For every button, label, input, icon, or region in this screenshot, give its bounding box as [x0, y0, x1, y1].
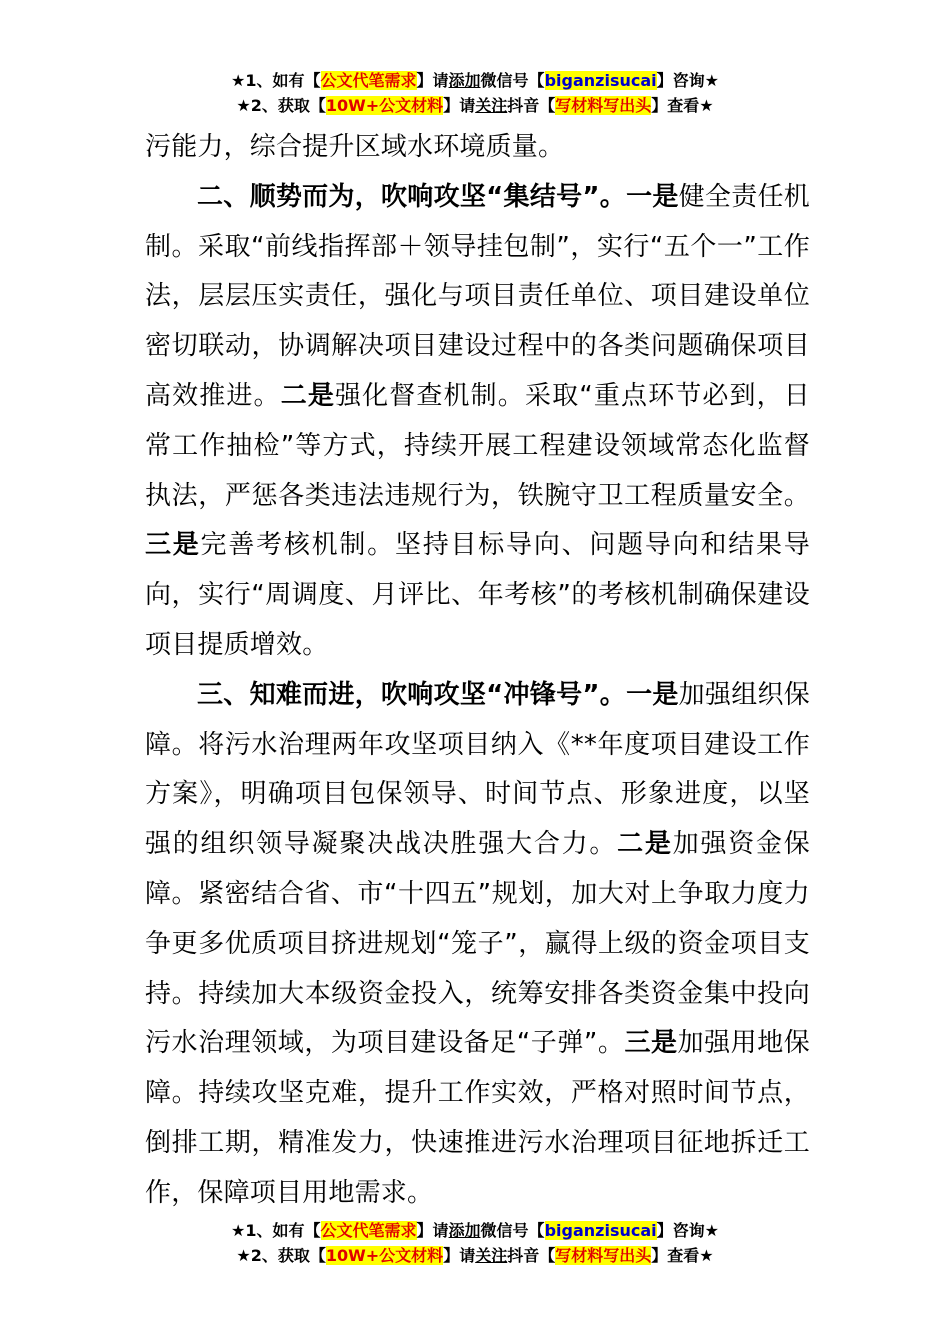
banner-text: 】请 — [416, 1221, 449, 1240]
banner-text: 抖音【 — [507, 96, 556, 115]
banner-underline-add: 添加 — [448, 1221, 481, 1240]
banner-highlight-service: 公文代笔需求 — [320, 71, 417, 90]
item-text: 加强资金保障。紧密结合省、市“十四五”规划，加大对上争取力度力争更多优质项目挤进规划“笼子”，赢得上级的资金项目支持。持续加大本级资金投入，统筹安排各类资金集中投向污水治理领域，为项目建设备足“子弹”。 — [145, 829, 810, 1059]
paragraph-section-2 — [145, 173, 810, 671]
section-heading: 二、顺势而为，吹响攻坚“集结号”。 — [197, 181, 627, 212]
paragraph-continuation — [145, 123, 810, 173]
item-marker: 三是 — [145, 530, 201, 561]
banner-underline-add: 添加 — [448, 71, 481, 90]
banner-douyin-account[interactable]: 写材料写出头 — [555, 1246, 652, 1265]
bottom-banner — [0, 1218, 950, 1268]
section-heading: 三、知难而进，吹响攻坚“冲锋号”。 — [197, 679, 627, 710]
banner-text: 微信号【 — [480, 1221, 545, 1240]
banner-highlight-materials: 10W+公文材料 — [325, 96, 444, 115]
banner-line-2 — [0, 93, 950, 118]
banner-text: ★2、获取【 — [236, 1246, 326, 1265]
item-text: 健全责任机制。采取“前线指挥部＋领导挂包制”，实行“五个一”工作法，层层压实责任，强化与项目责任单位、项目建设单位密切联动，协调解决项目建设过程中的各类问题确保项目高效推进。 — [145, 181, 810, 411]
banner-text: ★2、获取【 — [236, 96, 326, 115]
item-text: 强化督查机制。采取“重点环节必到，日常工作抽检”等方式，持续开展工程建设领域常态化监督执法，严惩各类违法违规行为，铁腕守卫工程质量安全。 — [145, 380, 810, 511]
banner-text: ★1、如有【 — [231, 71, 321, 90]
top-banner — [0, 68, 950, 118]
paragraph-text: 污能力，综合提升区域水环境质量。 — [145, 132, 565, 162]
banner-text: 】咨询★ — [656, 1221, 719, 1240]
banner-text: 】请 — [443, 1246, 476, 1265]
banner-highlight-service: 公文代笔需求 — [320, 1221, 417, 1240]
banner-text: 】请 — [416, 71, 449, 90]
document-body — [145, 123, 810, 1219]
banner-wechat-id[interactable]: biganzisucai — [544, 1221, 657, 1240]
banner-underline-follow: 关注 — [475, 1246, 508, 1265]
banner-douyin-account[interactable]: 写材料写出头 — [555, 96, 652, 115]
banner-line-1 — [0, 68, 950, 93]
banner-underline-follow: 关注 — [475, 96, 508, 115]
banner-line-2 — [0, 1243, 950, 1268]
item-marker: 三是 — [624, 1028, 678, 1059]
banner-highlight-materials: 10W+公文材料 — [325, 1246, 444, 1265]
banner-text: 微信号【 — [480, 71, 545, 90]
banner-line-1 — [0, 1218, 950, 1243]
item-text: 加强组织保障。将污水治理两年攻坚项目纳入《**年度项目建设工作方案》，明确项目包保领导、时间节点、形象进度，以坚强的组织领导凝聚决战决胜强大合力。 — [145, 679, 810, 860]
item-marker: 一是 — [626, 679, 679, 710]
banner-text: ★1、如有【 — [231, 1221, 321, 1240]
item-marker: 二是 — [280, 380, 335, 411]
banner-text: 】咨询★ — [656, 71, 719, 90]
item-marker: 一是 — [626, 181, 679, 212]
paragraph-section-3 — [145, 671, 810, 1219]
banner-text: 】查看★ — [651, 1246, 714, 1265]
banner-text: 】查看★ — [651, 96, 714, 115]
item-text: 加强用地保障。持续攻坚克难，提升工作实效，严格对照时间节点，倒排工期，精准发力，快速推进污水治理项目征地拆迁工作，保障项目用地需求。 — [145, 1028, 810, 1208]
item-text: 完善考核机制。坚持目标导向、问题导向和结果导向，实行“周调度、月评比、年考核”的考核机制确保建设项目提质增效。 — [145, 530, 810, 660]
banner-text: 】请 — [443, 96, 476, 115]
banner-text: 抖音【 — [507, 1246, 556, 1265]
item-marker: 二是 — [617, 829, 673, 860]
banner-wechat-id[interactable]: biganzisucai — [544, 71, 657, 90]
